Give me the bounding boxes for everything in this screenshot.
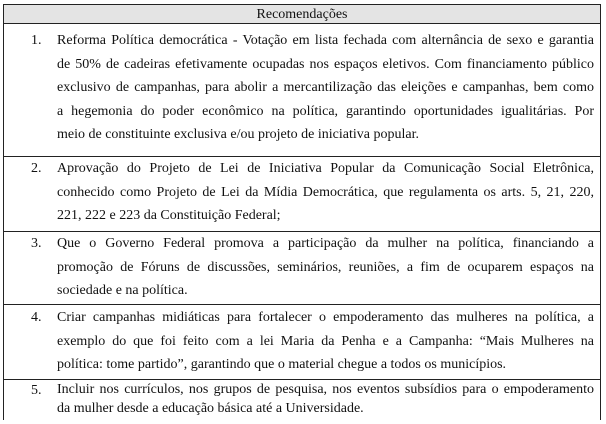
table-row bbox=[3, 231, 601, 305]
item-text bbox=[57, 379, 594, 417]
text-line: conhecido como Projeto de Lei da Mídia Democrática, que regulamenta os arts. 5, 21, 220, bbox=[57, 184, 594, 200]
text-line: Reforma Política democrática - Votação em lista fechada com alternância de sexo e garantia bbox=[57, 33, 594, 48]
table-row bbox=[3, 304, 601, 380]
item-text bbox=[57, 306, 594, 377]
item-number: 5. bbox=[31, 383, 42, 398]
table-row bbox=[3, 379, 601, 420]
table-header: Recomendações bbox=[3, 4, 601, 24]
table-row bbox=[3, 23, 601, 157]
item-number: 4. bbox=[31, 310, 42, 325]
text-line: Que o Governo Federal promova a participação da mulher na política, financiando a bbox=[57, 236, 594, 251]
text-line: exclusivo de campanhas, para abolir a mercantilização das eleições e campanhas, bem como bbox=[57, 80, 594, 95]
text-line: da mulher desde a educação básica até a Universidade. bbox=[57, 401, 364, 416]
text-line: a hegemonia do poder econômico na política, garantindo oportunidades igualitárias. Por bbox=[57, 103, 594, 119]
text-line: meio de constituinte exclusiva e/ou projeto de iniciativa popular. bbox=[57, 127, 419, 142]
text-line: 221, 222 e 223 da Constituição Federal; bbox=[57, 208, 281, 223]
item-text bbox=[57, 157, 594, 228]
text-line: política: tome partido”, garantindo que o material chegue a todos os municípios. bbox=[57, 357, 507, 372]
text-line: promoção de Fóruns de discussões, seminários, reuniões, a fim de ocuparem espaços na bbox=[57, 259, 594, 275]
item-text bbox=[57, 232, 594, 303]
item-number: 2. bbox=[31, 161, 42, 176]
item-number: 1. bbox=[31, 33, 42, 48]
text-line: de 50% de cadeiras efetivamente ocupadas nos espaços eletivos. Com financiamento público bbox=[57, 56, 594, 72]
text-line: Aprovação do Projeto de Lei de Iniciativa Popular da Comunicação Social Eletrônica, bbox=[57, 161, 594, 176]
item-text bbox=[57, 29, 594, 147]
text-line: exemplo do que foi feito com a lei Maria da Penha e a Campanha: “Mais Mulheres na bbox=[57, 333, 594, 349]
text-line: sociedade e na política. bbox=[57, 283, 188, 298]
table-row bbox=[3, 156, 601, 232]
text-line: Incluir nos currículos, nos grupos de pesquisa, nos eventos subsídios para o empoderamento bbox=[57, 382, 594, 397]
item-number: 3. bbox=[31, 236, 42, 251]
text-line: Criar campanhas midiáticas para fortalecer o empoderamento das mulheres na política, a bbox=[57, 310, 594, 325]
